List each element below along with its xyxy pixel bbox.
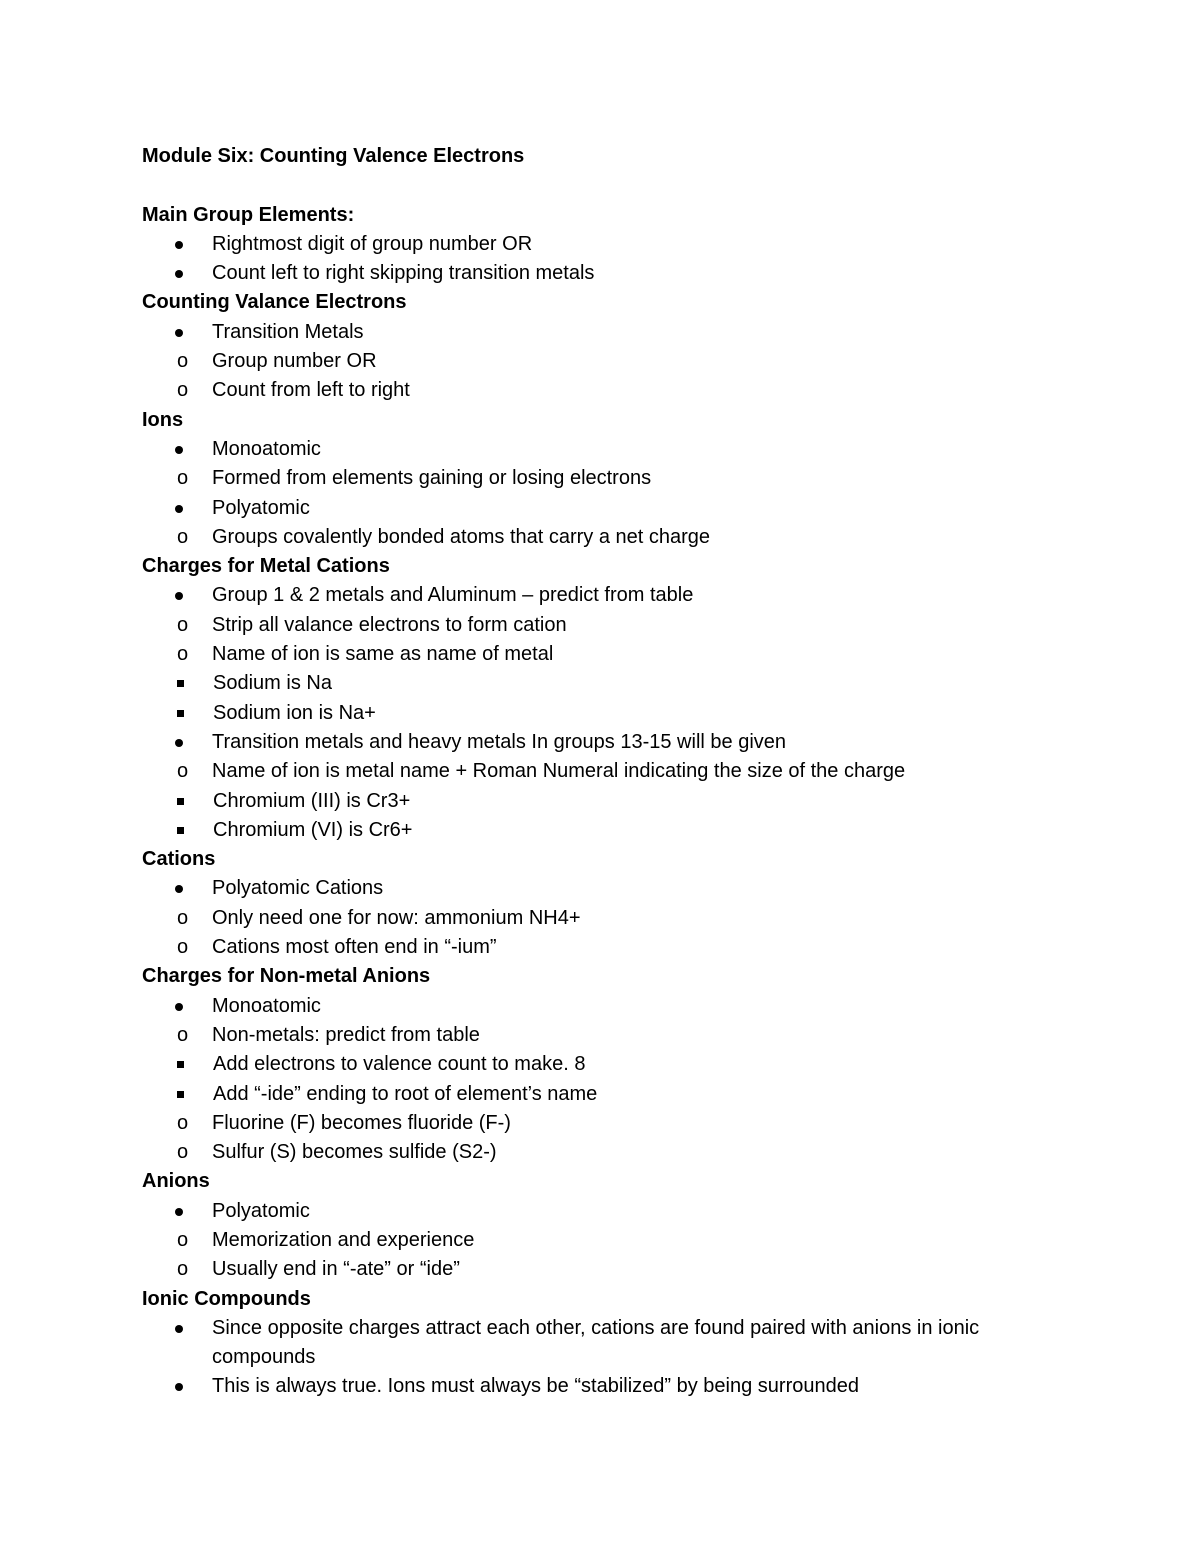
hollow-circle-bullet-icon: o [177,350,189,373]
list-item-text: Polyatomic Cations [212,877,384,900]
section [142,201,1062,289]
list-item [142,523,1062,552]
filled-circle-bullet-icon [175,1325,183,1333]
bullet-list-level-1 [142,230,1062,289]
hollow-circle-bullet-icon: o [177,906,189,929]
filled-circle-bullet-icon [175,329,183,337]
bullet-list-level-2 [142,523,1062,552]
list-item-text: Sulfur (S) becomes sulfide (S2-) [212,1141,497,1164]
list-item-text: Cations most often end in “-ium” [212,936,497,959]
list-item-text: Transition metals and heavy metals In groups 13-15 will be given [212,730,787,753]
section-heading: Charges for Metal Cations [142,555,390,578]
hollow-circle-bullet-icon: o [177,1228,189,1251]
list-item [142,787,1062,816]
list-item-text: Sodium is Na [213,672,332,695]
hollow-circle-bullet-icon: o [177,760,189,783]
list-item-text: Count left to right skipping transition metals [212,262,595,285]
list-item [142,318,1062,406]
list-item [142,230,1062,259]
list-item-text: Formed from elements gaining or losing electrons [212,467,652,490]
bullet-list-level-3 [142,669,1062,728]
section-heading: Counting Valance Electrons [142,291,407,314]
page-title: Module Six: Counting Valence Electrons [142,145,525,167]
list-item-text: Name of ion is metal name + Roman Numeral indicating the size of the charge [212,760,906,783]
list-item [142,933,1062,962]
list-item-text: Fluorine (F) becomes fluoride (F-) [212,1111,511,1134]
sections-container [142,201,1062,1402]
bullet-list-level-1 [142,435,1062,552]
filled-circle-bullet-icon [175,446,183,454]
list-item-text: Only need one for now: ammonium NH4+ [212,906,581,929]
list-item-text: Rightmost digit of group number OR [212,232,533,255]
list-item [142,1197,1062,1285]
list-item [142,1109,1062,1138]
section [142,1285,1062,1402]
list-item [142,874,1062,962]
list-item-text: Non-metals: predict from table [212,1023,480,1046]
hollow-circle-bullet-icon: o [177,525,189,548]
section-heading: Anions [142,1170,210,1193]
filled-square-bullet-icon [177,798,184,805]
section [142,962,1062,1167]
list-item [142,699,1062,728]
filled-circle-bullet-icon [175,270,183,278]
section-heading: Cations [142,848,216,871]
filled-circle-bullet-icon [175,1383,183,1391]
filled-circle-bullet-icon [175,241,183,249]
filled-square-bullet-icon [177,710,184,717]
list-item [142,347,1062,376]
list-item-text: Count from left to right [212,379,410,402]
hollow-circle-bullet-icon: o [177,379,189,402]
hollow-circle-bullet-icon: o [177,1111,189,1134]
filled-square-bullet-icon [177,680,184,687]
list-item-text: Monoatomic [212,994,321,1017]
list-item [142,1138,1062,1167]
section-heading: Charges for Non-metal Anions [142,965,431,988]
list-item-text: Name of ion is same as name of metal [212,643,554,666]
list-item [142,757,1062,845]
list-item-text: Group number OR [212,350,377,373]
bullet-list-level-1 [142,581,1062,845]
list-item [142,1372,1062,1401]
section-heading: Ionic Compounds [142,1287,311,1310]
hollow-circle-bullet-icon: o [177,643,189,666]
list-item-text: Add electrons to valence count to make. 8 [213,1053,586,1076]
filled-square-bullet-icon [177,827,184,834]
filled-square-bullet-icon [177,1091,184,1098]
list-item [142,1314,1062,1373]
bullet-list-level-2 [142,1226,1062,1285]
section-heading: Main Group Elements: [142,203,355,226]
bullet-list-level-1 [142,874,1062,962]
filled-circle-bullet-icon [175,885,183,893]
list-item-text: Usually end in “-ate” or “ide” [212,1258,460,1281]
list-item-text: Add “-ide” ending to root of element’s name [213,1082,598,1105]
bullet-list-level-3 [142,787,1062,846]
bullet-list-level-1 [142,318,1062,406]
bullet-list-level-2 [142,347,1062,406]
section [142,288,1062,405]
list-item-text: Strip all valance electrons to form cation [212,613,567,636]
bullet-list-level-2 [142,757,1062,845]
bullet-list-level-1 [142,992,1062,1168]
list-item-text: Sodium ion is Na+ [213,701,376,724]
list-item-text: Monoatomic [212,437,321,460]
list-item-text: Since opposite charges attract each other, cations are found paired with anions in ionic compounds [212,1316,980,1369]
list-item [142,640,1062,728]
list-item [142,992,1062,1168]
hollow-circle-bullet-icon: o [177,1141,189,1164]
list-item-text: Group 1 & 2 metals and Aluminum – predict from table [212,584,694,607]
list-item-text: This is always true. Ions must always be “stabilized” by being surrounded [212,1375,859,1398]
section [142,845,1062,962]
filled-circle-bullet-icon [175,739,183,747]
section [142,552,1062,845]
document-body [142,142,1062,1402]
list-item [142,728,1062,845]
list-item-text: Polyatomic [212,496,310,519]
list-item-text: Chromium (VI) is Cr6+ [213,818,413,841]
section [142,406,1062,552]
list-item-text: Transition Metals [212,320,364,343]
list-item [142,669,1062,698]
hollow-circle-bullet-icon: o [177,936,189,959]
hollow-circle-bullet-icon: o [177,1023,189,1046]
bullet-list-level-2 [142,904,1062,963]
list-item [142,494,1062,553]
filled-circle-bullet-icon [175,592,183,600]
bullet-list-level-1 [142,1197,1062,1285]
filled-circle-bullet-icon [175,1208,183,1216]
hollow-circle-bullet-icon: o [177,613,189,636]
list-item [142,1226,1062,1255]
bullet-list-level-2 [142,611,1062,728]
filled-circle-bullet-icon [175,505,183,513]
list-item [142,1050,1062,1079]
list-item [142,1080,1062,1109]
bullet-list-level-3 [142,1050,1062,1109]
bullet-list-level-1 [142,1314,1062,1402]
list-item [142,816,1062,845]
section [142,1167,1062,1284]
list-item [142,464,1062,493]
list-item [142,1255,1062,1284]
list-item [142,581,1062,727]
list-item [142,259,1062,288]
filled-square-bullet-icon [177,1061,184,1068]
list-item [142,376,1062,405]
bullet-list-level-2 [142,1021,1062,1167]
list-item-text: Groups covalently bonded atoms that carry a net charge [212,525,711,548]
section-heading: Ions [142,408,184,431]
hollow-circle-bullet-icon: o [177,467,189,490]
list-item [142,1021,1062,1109]
list-item-text: Polyatomic [212,1199,310,1222]
list-item [142,611,1062,640]
list-item [142,435,1062,494]
hollow-circle-bullet-icon: o [177,1258,189,1281]
bullet-list-level-2 [142,464,1062,493]
list-item-text: Chromium (III) is Cr3+ [213,789,411,812]
list-item-text: Memorization and experience [212,1228,475,1251]
filled-circle-bullet-icon [175,1003,183,1011]
list-item [142,904,1062,933]
